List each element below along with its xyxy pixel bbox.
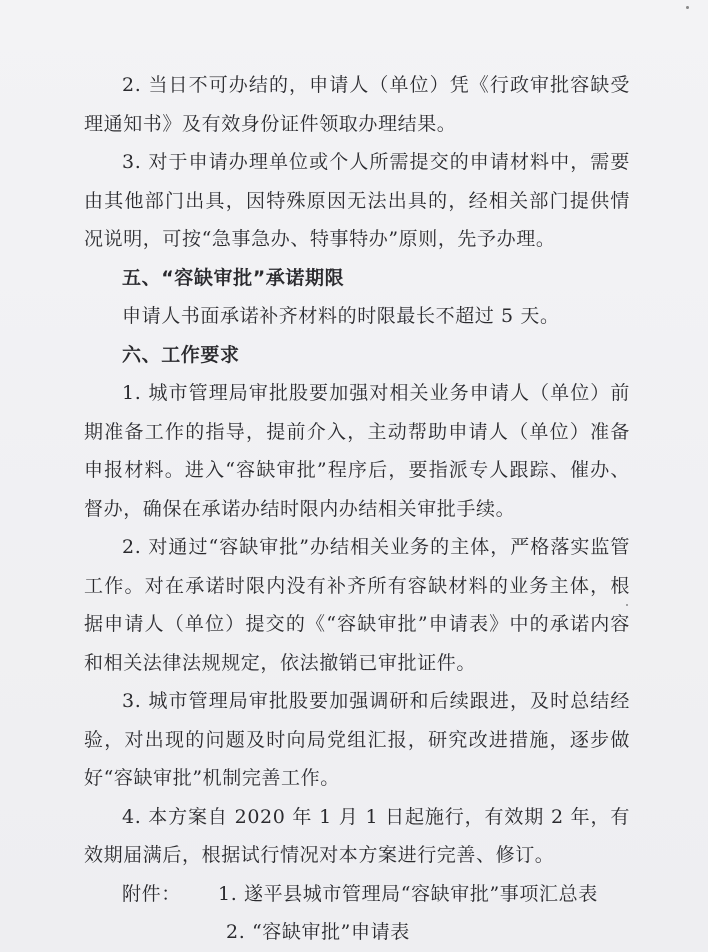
section-6-heading: 六、工作要求 [122,343,240,366]
section-6-item-3: 3. 城市管理局审批股要加强调研和后续跟进，及时总结经验，对出现的问题及时向局党组汇报，研究改进措施，逐步做好“容缺审批”机制完善工作。 [84,690,630,789]
attachment-item-1: 1. 遂平县城市管理局“容缺审批”事项汇总表 [218,882,598,905]
paragraph-3: 3. 对于申请办理单位或个人所需提交的申请材料中，需要由其他部门出具，因特殊原因无法出具的，经相关部门提供情况说明，可按“急事急办、特事特办”原则，先予办理。 [84,151,630,250]
section-5-heading: 五、“容缺审批”承诺期限 [122,266,345,289]
attachments-list [218,875,630,952]
scan-speck [626,604,628,606]
attachments-label: 附件： [122,882,181,905]
section-6-item-1: 1. 城市管理局审批股要加强对相关业务申请人（单位）前期准备工作的指导，提前介入，主动帮助申请人（单位）准备申报材料。进入“容缺审批”程序后，要指派专人跟踪、催办、督办，确保在承诺办结时限内办结相关审批手续。 [84,382,630,520]
scan-speck [686,6,689,9]
attachments-block [84,875,630,952]
attachment-item-2: 2. “容缺审批”申请表 [226,921,410,943]
section-6-item-2: 2. 对通过“容缺审批”办结相关业务的主体，严格落实监管工作。对在承诺时限内没有补齐所有容缺材料的业务主体，根据申请人（单位）提交的《“容缺审批”申请表》中的承诺内容和相关法律法规规定，依法撤销已审批证件。 [84,536,630,674]
paragraph-2: 2. 当日不可办结的，申请人（单位）凭《行政审批容缺受理通知书》及有效身份证件领取办理结果。 [84,74,630,135]
section-5-body: 申请人书面承诺补齐材料的时限最长不超过 5 天。 [122,305,560,327]
section-6-item-4: 4. 本方案自 2020 年 1 月 1 日起施行，有效期 2 年，有效期届满后，根据试行情况对本方案进行完善、修订。 [84,805,630,866]
